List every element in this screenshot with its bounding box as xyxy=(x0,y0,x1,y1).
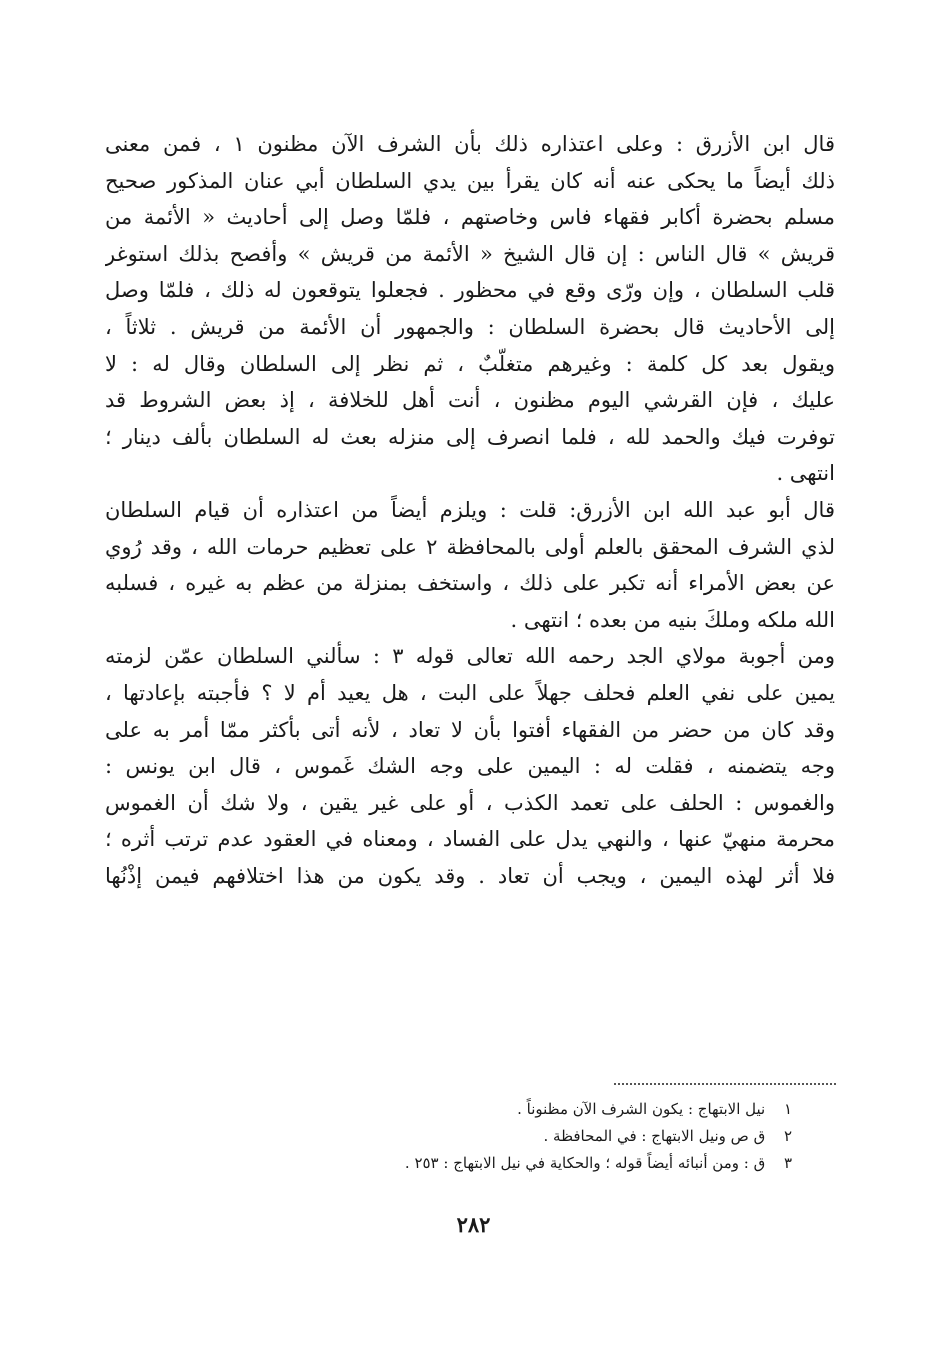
text-line: لذي الشرف المحقق بالعلم أولى بالمحافظة ٢ على تعظيم حرمات الله ، وقد رُوي xyxy=(105,534,835,559)
footnote-text: ق ص ونيل الابتهاج : في المحافظة . xyxy=(543,1127,766,1145)
footnote xyxy=(105,1096,792,1123)
text-line: قال أبو عبد الله ابن الأزرق: قلت : ويلزم أيضاً من اعتذاره أن قيام السلطان xyxy=(105,497,835,522)
footnote-number: ٢ xyxy=(783,1127,792,1145)
footnote-number: ٣ xyxy=(783,1154,792,1172)
text-line: يمين على نفي العلم فحلف جهلاً على البت ، هل يعيد أم لا ؟ فأجبته بإعادتها ، xyxy=(105,680,835,705)
text-line: الله ملكه وملكَ بنيه من بعده ؛ انتهى . xyxy=(510,607,835,632)
text-line: والغموس : الحلف على تعمد الكذب ، أو على غير يقين ، ولا شك أن الغموس xyxy=(105,790,835,815)
text-line: عن بعض الأمراء أنه تكبر على ذلك ، واستخف بمنزلة من عظم به غيره ، فسلبه xyxy=(105,571,835,596)
text-line: إلى الأحاديث قال بحضرة السلطان : والجمهور أن الأئمة من قريش . ثلاثاً ، xyxy=(105,314,835,339)
footnote xyxy=(105,1123,792,1150)
text-line: وقد كان من حضر من الفقهاء أفتوا بأن لا تعاد ، لأنه أتى بأكثر ممّا أمر به على xyxy=(105,717,835,742)
text-line: ويقول بعد كل كلمة : وغيرهم متغلّبٌ ، ثم نظر إلى السلطان وقال له : لا xyxy=(105,351,835,376)
text-line: ذلك أيضاً ما يحكى عنه أنه كان يقرأ بين يدي السلطان أبي عنان المذكور صحيح xyxy=(105,168,835,193)
text-line: محرمة منهيّ عنها ، والنهي يدل على الفساد ، ومعناه في العقود عدم ترتب أثره ؛ xyxy=(105,827,835,852)
text-line: انتهى . xyxy=(776,461,835,486)
text-line: قال ابن الأزرق : وعلى اعتذاره ذلك بأن الشرف الآن مظنون ١ ، فمن معنى xyxy=(105,132,835,156)
footnote-text: ق : ومن أنبائه أيضاً قوله ؛ والحكاية في نيل الابتهاج : ٢٥٣ . xyxy=(404,1154,766,1172)
main-text xyxy=(105,126,835,894)
text-line: قلب السلطان ، وإن ورّى وقع في محظور . فجعلوا يتوقعون له ذلك ، فلمّا وصل xyxy=(105,278,835,303)
footnote-text: نيل الابتهاج : يكون الشرف الآن مظنوناً . xyxy=(517,1100,766,1118)
text-line: فلا أثر لهذه اليمين ، ويجب أن تعاد . وقد يكون من هذا اختلافهم فيمن إذْنُها xyxy=(105,863,835,888)
text-line: عليك ، فإن القرشي اليوم مظنون ، أنت أهل للخلافة ، إذ بعض الشروط قد xyxy=(105,388,835,413)
page-number: ٢٨٢ xyxy=(456,1212,491,1237)
footnote-number: ١ xyxy=(783,1100,792,1118)
text-line: توفرت فيك والحمد لله ، فلما انصرف إلى منزله بعث له السلطان بألف دينار ؛ xyxy=(105,424,835,449)
footnotes xyxy=(105,1096,792,1177)
text-line: ومن أجوبة مولاي الجد رحمه الله تعالى قوله ٣ : سألني السلطان عمّن لزمته xyxy=(105,644,835,669)
footnote-divider xyxy=(614,1083,836,1085)
footnote xyxy=(105,1150,792,1177)
text-line: وجه يتضمنه ، فقلت له : اليمين على وجه الشك غَموس ، قال ابن يونس : xyxy=(105,754,835,779)
text-line: قريش » قال الناس : إن قال الشيخ « الأئمة من قريش » وأفصح بذلك استوغر xyxy=(105,241,835,266)
text-line: مسلم بحضرة أكابر فقهاء فاس وخاصتهم ، فلمّا وصل إلى أحاديث « الأئمة من xyxy=(105,205,835,230)
